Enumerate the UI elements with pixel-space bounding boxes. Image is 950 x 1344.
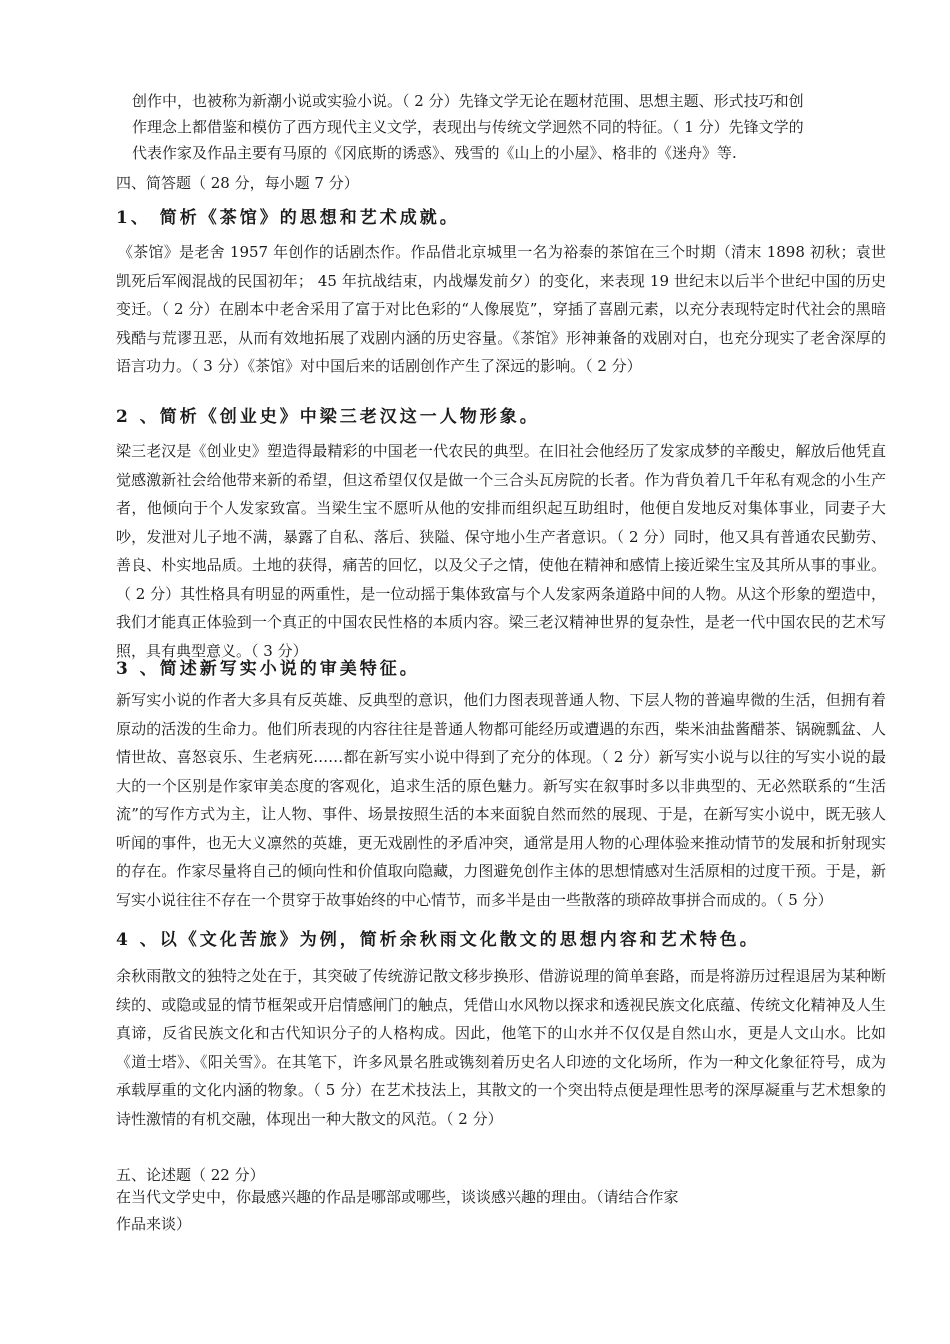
question-3-answer: 新写实小说的作者大多具有反英雄、反典型的意识，他们力图表现普通人物、下层人物的普遍卑微的生活，但拥有着原动的活泼的生命力。他们所表现的内容往往是普通人物都可能经历或遭遇的东西，柴米油盐酱醋茶、锅碗瓢盆、人情世故、喜怒哀乐、生老病死……都在新写实小说中得到了充分的体现。（ 2 分）新写实小说与以往的写实小说的最大的一个区别是作家审美态度的客观化，追求生活的原色魅力。新写实在叙事时多以非典型的、无必然联系的“生活流”的写作方式为主，让人物、事件、场景按照生活的本来面貌自然而然的展现、于是，在新写实小说中，既无骇人听闻的事件，也无大义凛然的英雄，更无戏剧性的矛盾冲突，通常是用人物的心理体验来推动情节的发展和折射现实的存在。作家尽量将自己的倾向性和价值取向隐藏，力图避免创作主体的思想情感对生活原相的过度干预。于是，新写实小说往往不存在一个贯穿于故事始终的中心情节，而多半是由一些散落的琐碎故事拼合而成的。（ 5 分） bbox=[116, 691, 886, 909]
section-5-title: 五、论述题（ 22 分） bbox=[116, 1166, 265, 1184]
question-4-title: 4 、以《文化苦旅》为例，简析余秋雨文化散文的思想内容和艺术特色。 bbox=[116, 930, 760, 950]
question-1-title: 1、 简析《茶馆》的思想和艺术成就。 bbox=[116, 208, 460, 228]
intro-paragraph bbox=[132, 94, 892, 178]
section-4-title: 四、简答题（ 28 分，每小题 7 分） bbox=[116, 174, 359, 192]
question-4-answer: 余秋雨散文的独特之处在于，其突破了传统游记散文移步换形、借游说理的简单套路，而是将游历过程退居为某种断续的、或隐或显的情节框架或开启情感闸门的触点，凭借山水风物以探求和透视民族文化底蕴、传统文化精神及人生真谛，反省民族文化和古代知识分子的人格构成。因此，他笔下的山水并不仅仅是自然山水，更是人文山水。比如《道士塔》、《阳关雪》。在其笔下，许多风景名胜或镌刻着历史名人印迹的文化场所，作为一种文化象征符号，成为承载厚重的文化内涵的物象。（ 5 分）在艺术技法上，其散文的一个突出特点便是理性思考的深厚凝重与艺术想象的诗性激情的有机交融，体现出一种大散文的风范。（ 2 分） bbox=[116, 967, 886, 1128]
question-1-answer: 《茶馆》是老舍 1957 年创作的话剧杰作。作品借北京城里一名为裕泰的茶馆在三个时期（清末 1898 初秋；袁世凯死后军阀混战的民国初年； 45 年抗战结束，内战爆发前夕）的变化，来表现 19 世纪末以后半个世纪中国的历史变迁。（ 2 分）在剧本中老舍采用了富于对比色彩的“人像展览”，穿插了喜剧元素，以充分表现特定时代社会的黑暗残酷与荒谬丑恶，从而有效地拓展了戏剧内涵的历史容量。《茶馆》形神兼备的戏剧对白，也充分现实了老舍深厚的语言功力。（ 3 分）《茶馆》对中国后来的话剧创作产生了深远的影响。（ 2 分） bbox=[116, 243, 886, 375]
section-5-prompt-line: 作品来谈） bbox=[116, 1215, 192, 1233]
section-5-prompt-line: 在当代文学史中，你最感兴趣的作品是哪部或哪些，谈谈感兴趣的理由。（请结合作家 bbox=[116, 1188, 679, 1206]
intro-line: 创作中，也被称为新潮小说或实验小说。（ 2 分）先锋文学无论在题材范围、思想主题、形式技巧和创 bbox=[132, 92, 804, 110]
intro-line: 作理念上都借鉴和模仿了西方现代主义文学，表现出与传统文学迥然不同的特征。（ 1 分）先锋文学的 bbox=[132, 118, 804, 136]
question-3-title: 3 、简述新写实小说的审美特征。 bbox=[116, 659, 420, 679]
intro-line: 代表作家及作品主要有马原的《冈底斯的诱惑》、残雪的《山上的小屋》、格非的《迷舟》等. bbox=[132, 144, 737, 162]
question-2-answer: 梁三老汉是《创业史》塑造得最精彩的中国老一代农民的典型。在旧社会他经历了发家成梦的辛酸史，解放后他凭直觉感激新社会给他带来新的希望，但这希望仅仅是做一个三合头瓦房院的长者。作为背负着几千年私有观念的小生产者，他倾向于个人发家致富。当梁生宝不愿听从他的安排而组织起互助组时，他便自发地反对集体事业，同妻子大吵，发泄对儿子地不满，暴露了自私、落后、狭隘、保守地小生产者意识。（ 2 分）同时，他又具有普通农民勤劳、善良、朴实地品质。土地的获得，痛苦的回忆，以及父子之情，使他在精神和感情上接近梁生宝及其所从事的事业。（ 2 分）其性格具有明显的两重性，是一位动摇于集体致富与个人发家两条道路中间的人物。从这个形象的塑造中，我们才能真正体验到一个真正的中国农民性格的本质内容。梁三老汉精神世界的复杂性，是老一代中国农民的艺术写照，具有典型意义。（ 3 分） bbox=[116, 442, 886, 660]
question-2-title: 2 、简析《创业史》中梁三老汉这一人物形象。 bbox=[116, 407, 540, 427]
